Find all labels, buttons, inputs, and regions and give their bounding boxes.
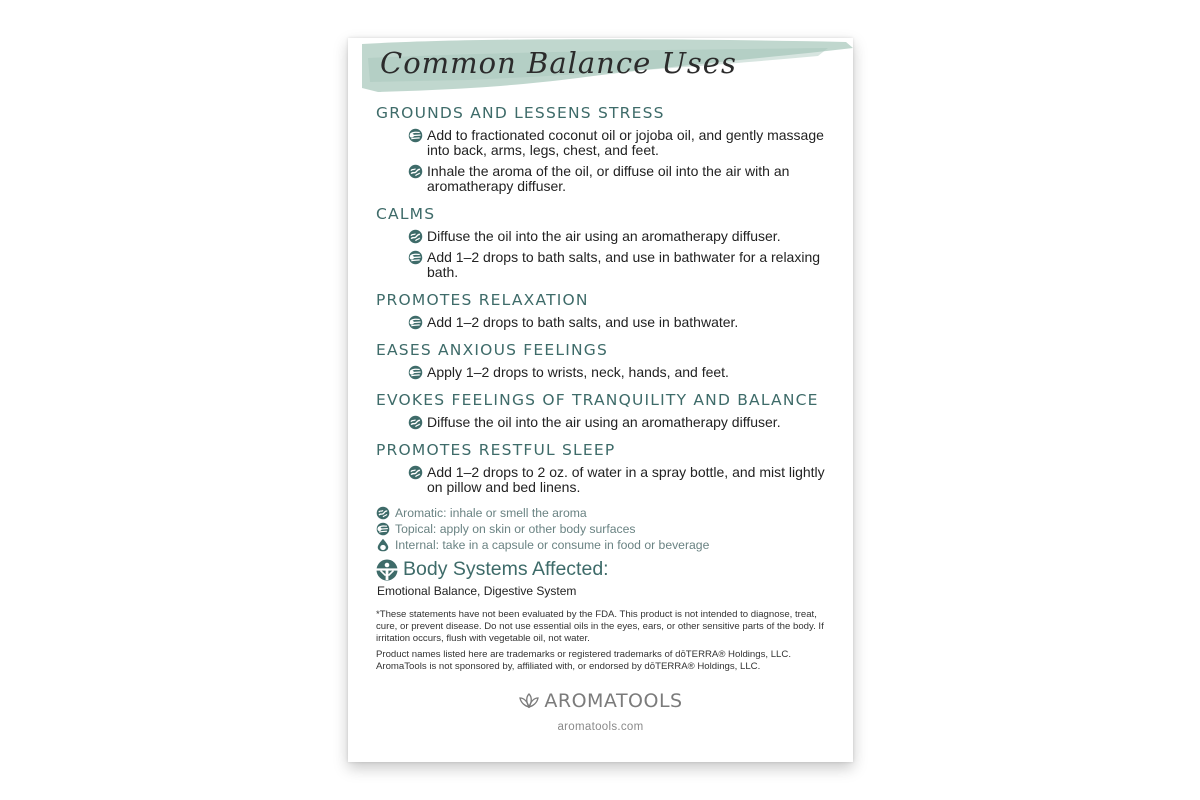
topical-icon — [408, 250, 423, 265]
aromatic-icon — [408, 229, 423, 244]
aromatools-logo — [348, 690, 853, 733]
application-legend — [376, 505, 836, 553]
section-restful-sleep — [376, 439, 836, 495]
body-systems-icon — [376, 559, 398, 581]
section-calms — [376, 203, 836, 280]
section-heading: PROMOTES RESTFUL SLEEP — [376, 441, 616, 459]
aromatic-icon — [376, 506, 390, 520]
section-promotes-relaxation — [376, 289, 836, 330]
section-tranquility — [376, 389, 836, 430]
section-eases-anxious — [376, 339, 836, 380]
aromatic-icon — [408, 415, 423, 430]
card-title: Common Balance Uses — [380, 46, 737, 80]
use-item: Diffuse the oil into the air using an aromatherapy diffuser. — [376, 415, 836, 430]
use-item: Diffuse the oil into the air using an aromatherapy diffuser. — [376, 229, 836, 244]
section-heading: GROUNDS AND LESSENS STRESS — [376, 104, 665, 122]
use-item: Add 1–2 drops to 2 oz. of water in a spray bottle, and mist lightly on pillow and bed linens. — [376, 465, 836, 495]
body-systems-value: Emotional Balance, Digestive System — [377, 584, 577, 598]
uses-list — [376, 102, 836, 677]
legend-internal: Internal: take in a capsule or consume in food or beverage — [376, 537, 836, 553]
logo-text: AROMATOOLS — [544, 690, 683, 712]
legend-aromatic: Aromatic: inhale or smell the aroma — [376, 505, 836, 521]
disclaimer — [376, 609, 836, 673]
use-item: Apply 1–2 drops to wrists, neck, hands, and feet. — [376, 365, 836, 380]
topical-icon — [408, 128, 423, 143]
fda-disclaimer: *These statements have not been evaluated by the FDA. This product is not intended to diagnose, treat, cure, or prevent disease. Do not use essential oils in the eyes, ears, or other sensitive parts of the body. If irritation occurs, flush with vegetable oil, not water. — [376, 609, 824, 644]
website-link[interactable]: aromatools.com — [557, 721, 644, 733]
lotus-leaf-icon — [518, 692, 540, 710]
aromatic-icon — [408, 465, 423, 480]
use-item: Add 1–2 drops to bath salts, and use in bathwater for a relaxing bath. — [376, 250, 836, 280]
body-systems-title: Body Systems Affected: — [403, 558, 609, 580]
topical-icon — [376, 522, 390, 536]
trademark-notice: Product names listed here are trademarks or registered trademarks of dōTERRA® Holdings, LLC. AromaTools is not sponsored by, affiliated with, or endorsed by dōTERRA® Holdings, LLC. — [376, 649, 791, 672]
internal-icon — [376, 538, 390, 552]
use-item: Add to fractionated coconut oil or jojoba oil, and gently massage into back, arms, legs, chest, and feet. — [376, 128, 836, 158]
reference-card — [348, 38, 853, 762]
body-systems-header — [376, 559, 836, 583]
use-item: Inhale the aroma of the oil, or diffuse oil into the air with an aromatherapy diffuser. — [376, 164, 836, 194]
section-heading: EASES ANXIOUS FEELINGS — [376, 341, 609, 359]
section-heading: CALMS — [376, 205, 436, 223]
topical-icon — [408, 365, 423, 380]
aromatic-icon — [408, 164, 423, 179]
topical-icon — [408, 315, 423, 330]
use-item: Add 1–2 drops to bath salts, and use in bathwater. — [376, 315, 836, 330]
section-grounds-stress — [376, 102, 836, 194]
section-heading: PROMOTES RELAXATION — [376, 291, 589, 309]
section-heading: EVOKES FEELINGS OF TRANQUILITY AND BALANCE — [376, 391, 819, 409]
legend-topical: Topical: apply on skin or other body surfaces — [376, 521, 836, 537]
